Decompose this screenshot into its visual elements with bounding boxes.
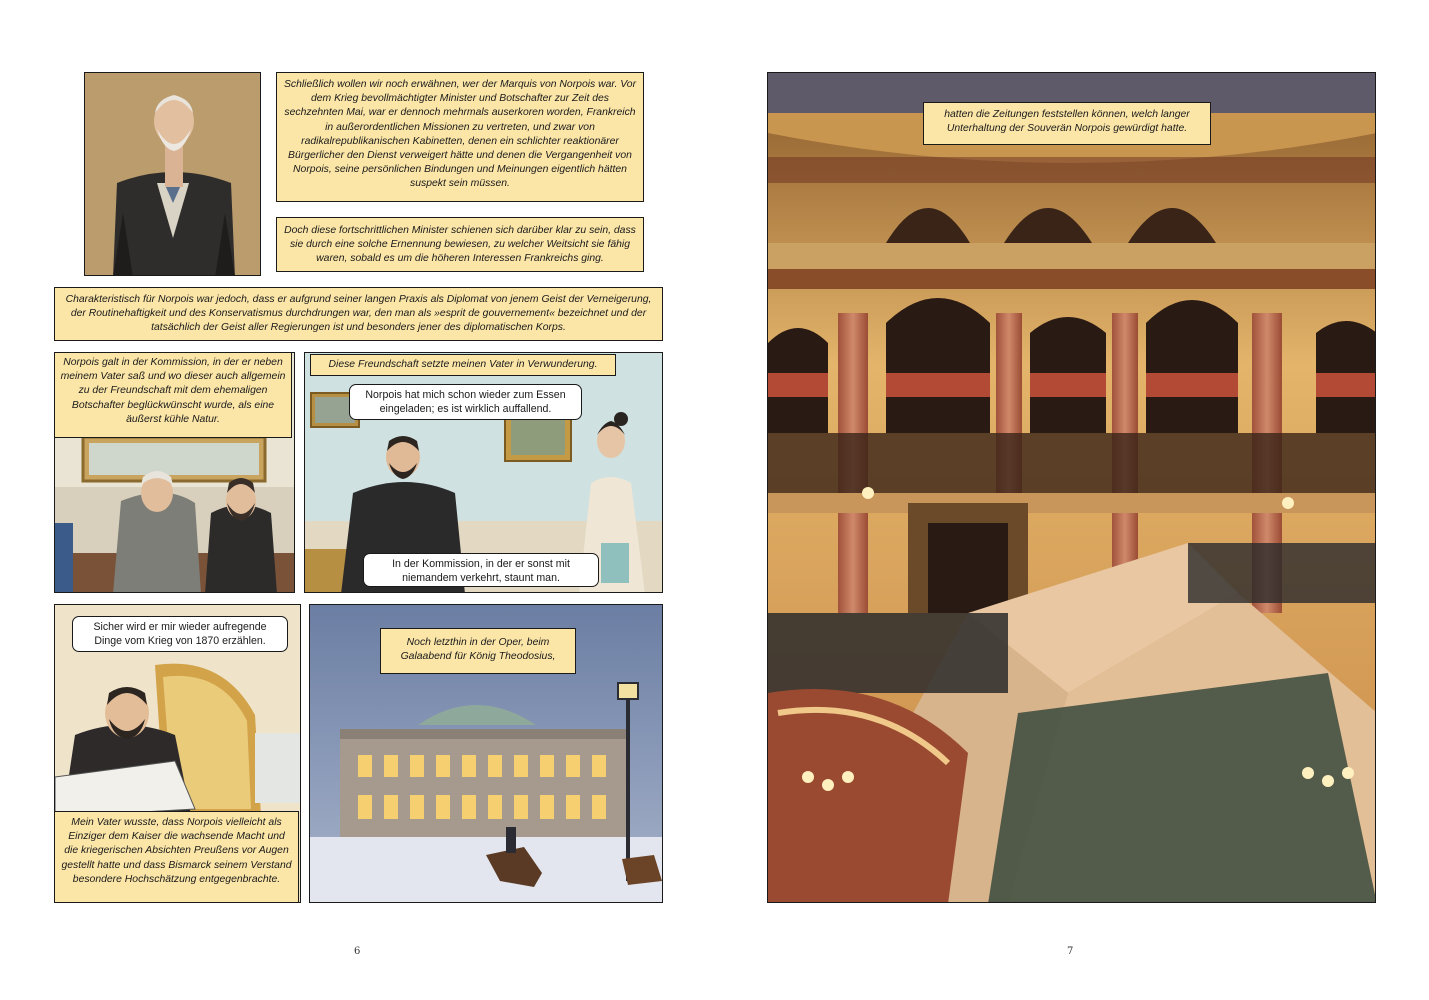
panel-portrait xyxy=(84,72,261,276)
caption-ministers: Doch diese fortschrittlichen Minister schienen sich darüber klar zu sein, dass sie durch eine solche Ernennung bewiesen, zu welcher Weitsicht sie fähig waren, sobald es um die höheren Interessen Frankreichs ging. xyxy=(276,217,644,272)
panel-friendship xyxy=(304,352,663,593)
caption-friendship: Diese Freundschaft setzte meinen Vater in Verwunderung. xyxy=(310,354,616,376)
speech-bubble-astonished: In der Kommission, in der er sonst mit niemandem verkehrt, staunt man. xyxy=(363,553,599,587)
page-number-right: 7 xyxy=(1067,946,1074,957)
speech-bubble-war: Sicher wird er mir wieder aufregende Dinge vom Krieg von 1870 erzählen. xyxy=(72,616,288,652)
speech-bubble-invited: Norpois hat mich schon wieder zum Essen eingeladen; es ist wirklich auffallend. xyxy=(349,384,582,420)
page-number-left: 6 xyxy=(354,946,361,957)
panel-opera-staircase xyxy=(767,72,1376,903)
caption-newspapers: hatten die Zeitungen feststellen können, welch langer Unterhaltung der Souverän Norpois gewürdigt hatte. xyxy=(923,102,1211,145)
caption-opera: Noch letzthin in der Oper, beim Galaabend für König Theodosius, xyxy=(380,628,576,674)
panel-father xyxy=(54,604,301,903)
panel-commission xyxy=(54,352,295,593)
panel-opera-exterior xyxy=(309,604,663,903)
caption-marquis: Schließlich wollen wir noch erwähnen, wer der Marquis von Norpois war. Vor dem Krieg bevollmächtigter Minister und Botschafter zur Zeit des sechzehnten Mai, war er dennoch mehrmals auserkoren worden, Frankreich in außerordentlichen Missionen zu vertreten, und zwar von radikalrepublikanischen Kabinetten, denen ein schlichter reaktionärer Bürgerlicher den Dienst verweigert hätte und denen die Vergangenheit von Norpois, seine persönlichen Bindungen und Meinungen eigentlich hätten suspekt sein müssen. xyxy=(276,72,644,202)
portrait-illustration xyxy=(85,73,261,276)
caption-father: Mein Vater wusste, dass Norpois vielleicht als Einziger dem Kaiser die wachsende Macht und die kriegerischen Absichten Preußens vor Augen gestellt hatte und dass Bismarck seinem Verstand besondere Hochschätzung entgegenbrachte. xyxy=(54,811,299,903)
caption-commission: Norpois galt in der Kommission, in der er neben meinem Vater saß und wo dieser auch allgemein zu der Freundschaft mit dem ehemaligen Botschafter beglückwünscht wurde, als eine äußerst kühle Natur. xyxy=(54,352,292,438)
caption-characteristic: Charakteristisch für Norpois war jedoch, dass er aufgrund seiner langen Praxis als Diplomat von jenem Geist der Verneigerung, der Routinehaftigkeit und des Konservatismus durchdrungen war, den man als »esprit de gouvernement« bezeichnet und der tatsächlich der Geist aller Regierungen ist und besonders jener des diplomatischen Korps. xyxy=(54,287,663,341)
opera-staircase-illustration xyxy=(768,73,1376,903)
